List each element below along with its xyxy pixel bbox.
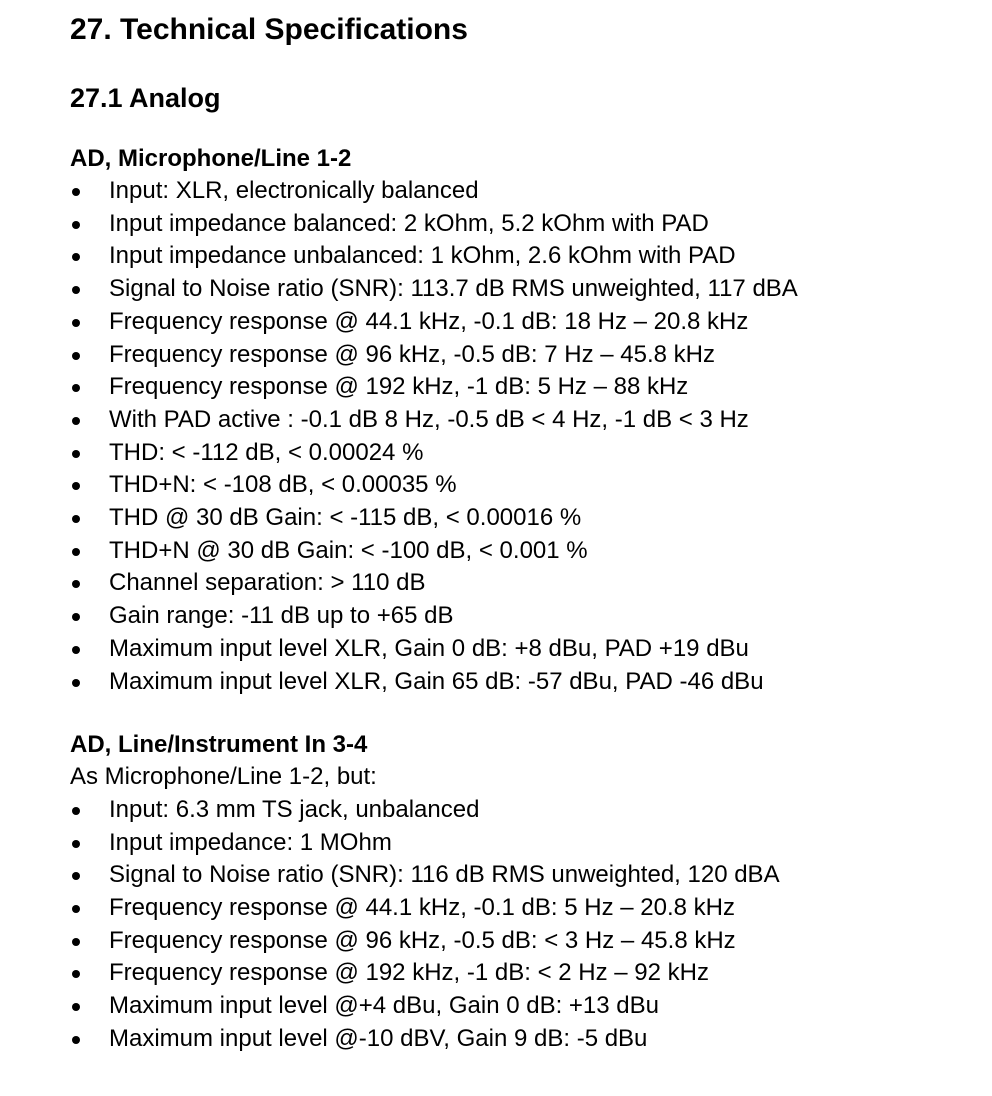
- list-item: [70, 827, 970, 860]
- list-item: [70, 567, 970, 600]
- list-item-text: Maximum input level @+4 dBu, Gain 0 dB: +13 dBu: [109, 992, 659, 1020]
- list-item: [70, 208, 970, 241]
- bullet-icon: [72, 872, 80, 880]
- list-item: [70, 990, 970, 1023]
- bullet-icon: [72, 580, 80, 588]
- list-item-text: Input impedance: 1 MOhm: [109, 828, 392, 856]
- page-title: 27. Technical Specifications: [70, 13, 468, 46]
- list-item: [70, 273, 970, 306]
- bullet-icon: [72, 188, 80, 196]
- list-item: [70, 306, 970, 339]
- list-item: [70, 892, 970, 925]
- list-item: [70, 925, 970, 958]
- section-note: As Microphone/Line 1-2, but:: [70, 763, 377, 791]
- list-item: [70, 957, 970, 990]
- list-item: [70, 1023, 970, 1056]
- list-item-text: Frequency response @ 44.1 kHz, -0.1 dB: 5 Hz – 20.8 kHz: [109, 894, 735, 922]
- list-item-text: Signal to Noise ratio (SNR): 113.7 dB RMS unweighted, 117 dBA: [109, 275, 798, 303]
- list-item: [70, 175, 970, 208]
- list-item: [70, 535, 970, 568]
- section-heading: AD, Line/Instrument In 3-4: [70, 731, 368, 759]
- bullet-icon: [72, 613, 80, 621]
- list-item-text: Gain range: -11 dB up to +65 dB: [109, 602, 454, 630]
- document-page: [70, 8, 970, 1056]
- list-item-text: THD+N @ 30 dB Gain: < -100 dB, < 0.001 %: [109, 536, 588, 564]
- bullet-icon: [72, 221, 80, 229]
- bullet-icon: [72, 548, 80, 556]
- bullet-icon: [72, 807, 80, 815]
- list-item-text: Maximum input level @-10 dBV, Gain 9 dB: -5 dBu: [109, 1024, 648, 1052]
- bullet-icon: [72, 840, 80, 848]
- list-item-text: THD+N: < -108 dB, < 0.00035 %: [109, 471, 457, 499]
- list-item: [70, 371, 970, 404]
- list-item: [70, 633, 970, 666]
- list-item-text: THD @ 30 dB Gain: < -115 dB, < 0.00016 %: [109, 504, 582, 532]
- spec-list: [70, 794, 970, 1056]
- list-item-text: Input impedance unbalanced: 1 kOhm, 2.6 kOhm with PAD: [109, 242, 736, 270]
- bullet-icon: [72, 352, 80, 360]
- bullet-icon: [72, 938, 80, 946]
- bullet-icon: [72, 1003, 80, 1011]
- list-item-text: With PAD active : -0.1 dB 8 Hz, -0.5 dB < 4 Hz, -1 dB < 3 Hz: [109, 405, 749, 433]
- list-item: [70, 469, 970, 502]
- list-item: [70, 437, 970, 470]
- bullet-icon: [72, 905, 80, 913]
- bullet-icon: [72, 450, 80, 458]
- bullet-icon: [72, 970, 80, 978]
- list-item: [70, 794, 970, 827]
- bullet-icon: [72, 646, 80, 654]
- list-item-text: Input: 6.3 mm TS jack, unbalanced: [109, 795, 480, 823]
- list-item: [70, 240, 970, 273]
- list-item-text: THD: < -112 dB, < 0.00024 %: [109, 438, 424, 466]
- list-item-text: Frequency response @ 96 kHz, -0.5 dB: 7 Hz – 45.8 kHz: [109, 340, 715, 368]
- list-item: [70, 339, 970, 372]
- list-item-text: Input: XLR, electronically balanced: [109, 177, 479, 204]
- list-item-text: Maximum input level XLR, Gain 0 dB: +8 dBu, PAD +19 dBu: [109, 634, 749, 662]
- section-mic-line: [70, 142, 970, 698]
- list-item-text: Input impedance balanced: 2 kOhm, 5.2 kOhm with PAD: [109, 209, 709, 237]
- bullet-icon: [72, 515, 80, 523]
- bullet-icon: [72, 679, 80, 687]
- list-item: [70, 502, 970, 535]
- bullet-icon: [72, 253, 80, 261]
- list-item-text: Maximum input level XLR, Gain 65 dB: -57 dBu, PAD -46 dBu: [109, 667, 764, 695]
- section-heading: AD, Microphone/Line 1-2: [70, 145, 352, 172]
- list-item-text: Frequency response @ 96 kHz, -0.5 dB: < 3 Hz – 45.8 kHz: [109, 926, 736, 954]
- list-item: [70, 859, 970, 892]
- list-item: [70, 404, 970, 437]
- bullet-icon: [72, 319, 80, 327]
- list-item-text: Channel separation: > 110 dB: [109, 569, 426, 597]
- bullet-icon: [72, 482, 80, 490]
- list-item: [70, 666, 970, 699]
- spec-list: [70, 175, 970, 698]
- list-item-text: Frequency response @ 192 kHz, -1 dB: 5 Hz – 88 kHz: [109, 373, 689, 401]
- bullet-icon: [72, 417, 80, 425]
- bullet-icon: [72, 286, 80, 294]
- section-subtitle: 27.1 Analog: [70, 83, 221, 113]
- list-item-text: Frequency response @ 44.1 kHz, -0.1 dB: 18 Hz – 20.8 kHz: [109, 307, 749, 335]
- section-line-instrument: [70, 728, 970, 1055]
- list-item-text: Frequency response @ 192 kHz, -1 dB: < 2 Hz – 92 kHz: [109, 959, 709, 987]
- list-item-text: Signal to Noise ratio (SNR): 116 dB RMS unweighted, 120 dBA: [109, 861, 780, 889]
- bullet-icon: [72, 1036, 80, 1044]
- bullet-icon: [72, 384, 80, 392]
- list-item: [70, 600, 970, 633]
